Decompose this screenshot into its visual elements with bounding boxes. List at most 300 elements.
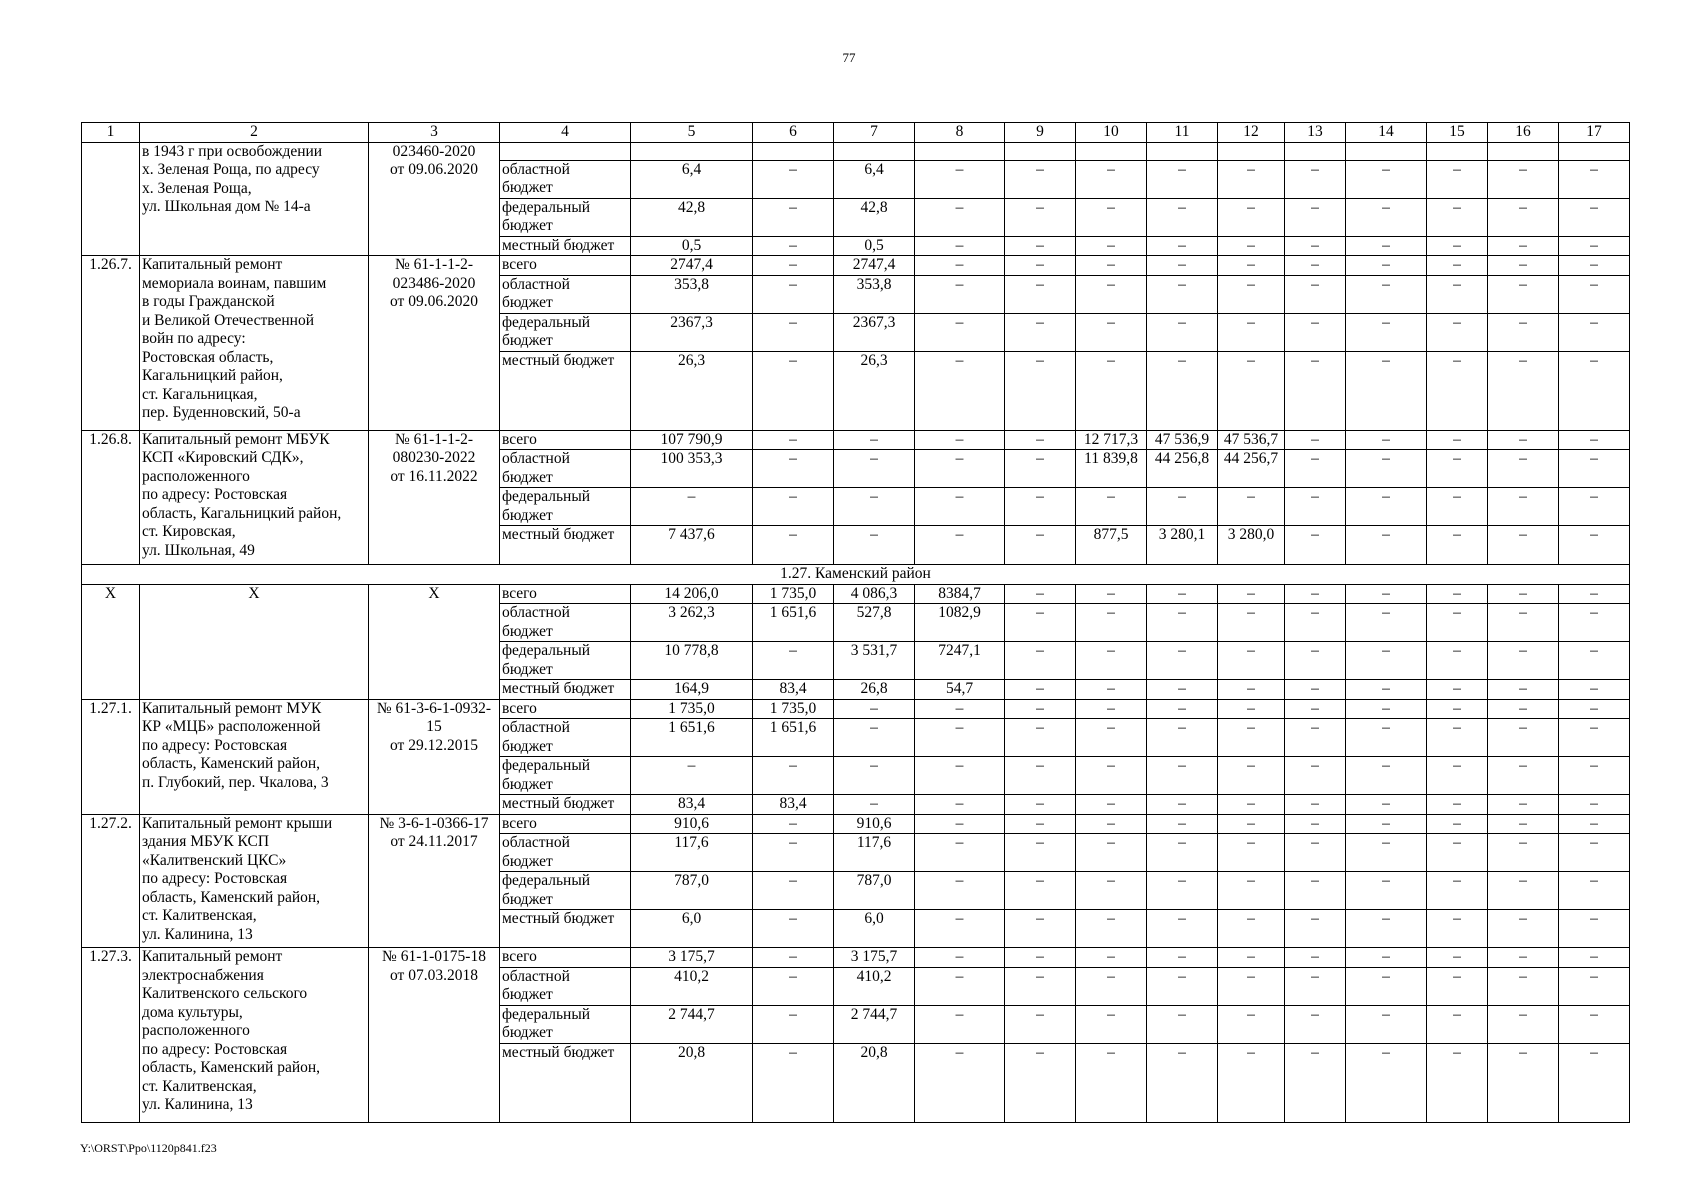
funding-value: – — [1218, 757, 1285, 795]
funding-value: – — [1285, 834, 1346, 872]
funding-value: – — [753, 256, 834, 276]
funding-value — [1559, 142, 1630, 160]
funding-value: – — [1005, 430, 1076, 450]
expertise-document: X — [369, 584, 500, 699]
funding-value: – — [1076, 1043, 1147, 1122]
funding-source — [500, 142, 631, 160]
funding-value: – — [915, 757, 1005, 795]
funding-value: – — [1285, 198, 1346, 236]
funding-value: – — [1488, 967, 1559, 1005]
funding-value: 6,4 — [834, 160, 915, 198]
column-header: 3 — [369, 123, 500, 143]
funding-value: – — [915, 256, 1005, 276]
funding-value: – — [1076, 795, 1147, 815]
funding-value — [1076, 142, 1147, 160]
item-description: Капитальный ремонт МУК КР «МЦБ» расположенной по адресу: Ростовская область, Каменский район, п. Глубокий, пер. Чкалова, 3 — [140, 699, 369, 814]
funding-value: – — [1005, 642, 1076, 680]
funding-value: – — [1559, 430, 1630, 450]
section-title: 1.27. Каменский район — [82, 565, 1630, 585]
funding-value: – — [753, 351, 834, 430]
funding-value: – — [1005, 814, 1076, 834]
funding-value: 2367,3 — [834, 313, 915, 351]
funding-value: – — [1559, 642, 1630, 680]
funding-value: – — [1427, 450, 1488, 488]
funding-value: – — [1285, 967, 1346, 1005]
funding-value: – — [1147, 872, 1218, 910]
funding-value: 3 280,1 — [1147, 526, 1218, 565]
item-number: 1.27.1. — [82, 699, 140, 814]
funding-value: 3 280,0 — [1218, 526, 1285, 565]
funding-value: – — [1559, 1043, 1630, 1122]
funding-value: – — [834, 719, 915, 757]
funding-value: – — [1005, 910, 1076, 948]
funding-value: – — [1218, 275, 1285, 313]
funding-value: – — [1005, 351, 1076, 430]
funding-value: – — [1005, 450, 1076, 488]
funding-value: – — [1488, 450, 1559, 488]
funding-value: – — [1147, 680, 1218, 700]
funding-value: 2747,4 — [834, 256, 915, 276]
funding-source: областной бюджет — [500, 834, 631, 872]
funding-value: – — [753, 642, 834, 680]
item-number: 1.27.2. — [82, 814, 140, 948]
funding-value: – — [753, 430, 834, 450]
funding-value: 787,0 — [834, 872, 915, 910]
funding-value: 100 353,3 — [631, 450, 753, 488]
funding-value: 1 735,0 — [753, 584, 834, 604]
funding-value: 26,8 — [834, 680, 915, 700]
funding-value: 83,4 — [631, 795, 753, 815]
funding-value: – — [1076, 967, 1147, 1005]
column-header: 4 — [500, 123, 631, 143]
column-header: 8 — [915, 123, 1005, 143]
funding-value: – — [915, 275, 1005, 313]
funding-source: областной бюджет — [500, 160, 631, 198]
funding-value: – — [1285, 910, 1346, 948]
funding-value: 2 744,7 — [631, 1005, 753, 1043]
funding-value: – — [1427, 680, 1488, 700]
funding-value: – — [753, 910, 834, 948]
funding-value: – — [1285, 313, 1346, 351]
table-row — [82, 814, 1630, 834]
funding-value: – — [753, 275, 834, 313]
column-header: 2 — [140, 123, 369, 143]
funding-value: – — [1218, 256, 1285, 276]
funding-source: федеральный бюджет — [500, 198, 631, 236]
funding-value: – — [1076, 948, 1147, 968]
funding-value: – — [1147, 1043, 1218, 1122]
funding-value: 164,9 — [631, 680, 753, 700]
funding-value: – — [1427, 198, 1488, 236]
funding-value: 47 536,7 — [1218, 430, 1285, 450]
funding-value: – — [1076, 719, 1147, 757]
funding-value: – — [1346, 757, 1427, 795]
funding-value: 47 536,9 — [1147, 430, 1218, 450]
funding-value: – — [1285, 256, 1346, 276]
funding-value: – — [1005, 526, 1076, 565]
expertise-document: № 61-1-1-2- 080230-2022 от 16.11.2022 — [369, 430, 500, 565]
funding-value: – — [1285, 160, 1346, 198]
funding-value: – — [1346, 910, 1427, 948]
funding-value: – — [1285, 1043, 1346, 1122]
funding-value: 1 735,0 — [631, 699, 753, 719]
funding-value — [1005, 142, 1076, 160]
funding-value: – — [1076, 642, 1147, 680]
funding-value: – — [1076, 236, 1147, 256]
funding-value: – — [753, 967, 834, 1005]
funding-value: – — [1285, 872, 1346, 910]
funding-value: – — [1427, 872, 1488, 910]
funding-value: – — [1559, 872, 1630, 910]
funding-value: 117,6 — [834, 834, 915, 872]
expertise-document: № 61-1-0175-18 от 07.03.2018 — [369, 948, 500, 1123]
funding-value: – — [1147, 1005, 1218, 1043]
funding-value: – — [1427, 1043, 1488, 1122]
funding-value: – — [1005, 275, 1076, 313]
funding-value: 7247,1 — [915, 642, 1005, 680]
funding-value: – — [915, 699, 1005, 719]
funding-value: – — [1559, 948, 1630, 968]
funding-value: 20,8 — [631, 1043, 753, 1122]
funding-source: местный бюджет — [500, 910, 631, 948]
funding-value: – — [1076, 488, 1147, 526]
funding-value: – — [1559, 198, 1630, 236]
funding-value: – — [915, 313, 1005, 351]
funding-value: – — [1488, 795, 1559, 815]
funding-value: – — [1218, 699, 1285, 719]
funding-value: – — [1005, 236, 1076, 256]
funding-value: 1 735,0 — [753, 699, 834, 719]
funding-value: – — [1076, 910, 1147, 948]
section-row — [82, 565, 1630, 585]
funding-value: – — [1488, 719, 1559, 757]
funding-value: – — [915, 834, 1005, 872]
funding-value: – — [1076, 160, 1147, 198]
funding-value: – — [1218, 910, 1285, 948]
funding-value: – — [1346, 604, 1427, 642]
funding-value: – — [1559, 313, 1630, 351]
funding-value: – — [1147, 604, 1218, 642]
funding-value: – — [1427, 948, 1488, 968]
funding-value: – — [834, 488, 915, 526]
funding-value: 20,8 — [834, 1043, 915, 1122]
column-header: 1 — [82, 123, 140, 143]
funding-value: – — [1559, 450, 1630, 488]
funding-value: 26,3 — [834, 351, 915, 430]
funding-value — [1488, 142, 1559, 160]
funding-value: – — [915, 1043, 1005, 1122]
table-row — [82, 699, 1630, 719]
funding-source: местный бюджет — [500, 351, 631, 430]
funding-value: – — [1346, 430, 1427, 450]
funding-value — [1147, 142, 1218, 160]
funding-value: – — [1559, 275, 1630, 313]
funding-value: 0,5 — [631, 236, 753, 256]
funding-value: – — [753, 198, 834, 236]
funding-value: 2367,3 — [631, 313, 753, 351]
funding-value: – — [1147, 642, 1218, 680]
funding-value: 527,8 — [834, 604, 915, 642]
funding-value: – — [1005, 757, 1076, 795]
funding-value: – — [1076, 872, 1147, 910]
funding-value: – — [1559, 488, 1630, 526]
funding-value: 83,4 — [753, 680, 834, 700]
funding-value: – — [1218, 236, 1285, 256]
funding-value: 6,0 — [631, 910, 753, 948]
funding-value: 14 206,0 — [631, 584, 753, 604]
column-header: 7 — [834, 123, 915, 143]
column-header: 5 — [631, 123, 753, 143]
funding-value: – — [1346, 642, 1427, 680]
funding-value: – — [1005, 256, 1076, 276]
funding-value: – — [1147, 488, 1218, 526]
funding-value: 353,8 — [834, 275, 915, 313]
funding-value: – — [1559, 256, 1630, 276]
column-header: 6 — [753, 123, 834, 143]
funding-value: – — [1488, 1043, 1559, 1122]
funding-source: федеральный бюджет — [500, 488, 631, 526]
funding-value: 2747,4 — [631, 256, 753, 276]
funding-value: – — [834, 757, 915, 795]
funding-value: 12 717,3 — [1076, 430, 1147, 450]
funding-source: федеральный бюджет — [500, 313, 631, 351]
funding-value: 44 256,8 — [1147, 450, 1218, 488]
funding-value: – — [1147, 967, 1218, 1005]
funding-value: – — [1218, 814, 1285, 834]
funding-value: – — [1346, 680, 1427, 700]
funding-value: – — [1218, 834, 1285, 872]
funding-value: – — [1218, 1005, 1285, 1043]
funding-value: 3 531,7 — [834, 642, 915, 680]
funding-value: – — [1488, 757, 1559, 795]
funding-value: – — [1076, 584, 1147, 604]
funding-value: – — [1427, 488, 1488, 526]
funding-value: – — [1147, 351, 1218, 430]
funding-value: – — [1488, 814, 1559, 834]
funding-value: – — [1488, 351, 1559, 430]
funding-value: – — [1147, 834, 1218, 872]
funding-value: – — [1147, 160, 1218, 198]
funding-source: всего — [500, 814, 631, 834]
funding-value: – — [1346, 351, 1427, 430]
funding-value: – — [1147, 275, 1218, 313]
funding-source: местный бюджет — [500, 526, 631, 565]
funding-value: – — [915, 719, 1005, 757]
funding-value: – — [1076, 275, 1147, 313]
funding-value: – — [834, 450, 915, 488]
funding-value: – — [1559, 814, 1630, 834]
funding-source: федеральный бюджет — [500, 1005, 631, 1043]
funding-value: – — [1147, 198, 1218, 236]
funding-value: – — [1488, 584, 1559, 604]
funding-value: – — [1076, 834, 1147, 872]
funding-value: 2 744,7 — [834, 1005, 915, 1043]
funding-value: – — [1346, 834, 1427, 872]
funding-value: – — [1005, 1005, 1076, 1043]
funding-value: – — [1427, 351, 1488, 430]
funding-value: – — [1488, 256, 1559, 276]
funding-value: 0,5 — [834, 236, 915, 256]
funding-value: – — [753, 526, 834, 565]
funding-value — [1346, 142, 1427, 160]
funding-value: – — [834, 526, 915, 565]
funding-value: – — [1076, 680, 1147, 700]
funding-value: – — [1147, 699, 1218, 719]
column-header: 14 — [1346, 123, 1427, 143]
funding-value: – — [1285, 1005, 1346, 1043]
funding-value: – — [1285, 236, 1346, 256]
funding-value: – — [915, 526, 1005, 565]
funding-value: – — [1488, 699, 1559, 719]
funding-value: – — [915, 450, 1005, 488]
funding-value: – — [1005, 604, 1076, 642]
funding-source: всего — [500, 948, 631, 968]
funding-source: местный бюджет — [500, 795, 631, 815]
funding-value: – — [1147, 313, 1218, 351]
funding-value: – — [753, 814, 834, 834]
column-header: 9 — [1005, 123, 1076, 143]
item-number: 1.26.7. — [82, 256, 140, 431]
funding-value: – — [1285, 604, 1346, 642]
funding-value: 107 790,9 — [631, 430, 753, 450]
funding-value: – — [1559, 1005, 1630, 1043]
funding-value: – — [915, 488, 1005, 526]
column-header: 11 — [1147, 123, 1218, 143]
funding-value: – — [1427, 699, 1488, 719]
table-row — [82, 584, 1630, 604]
funding-source: областной бюджет — [500, 450, 631, 488]
funding-value: – — [915, 430, 1005, 450]
funding-value: 1 651,6 — [753, 719, 834, 757]
funding-value: – — [1218, 488, 1285, 526]
funding-value: – — [1346, 275, 1427, 313]
funding-value: 54,7 — [915, 680, 1005, 700]
funding-value: – — [1076, 313, 1147, 351]
item-number — [82, 142, 140, 256]
funding-value: 8384,7 — [915, 584, 1005, 604]
funding-value: – — [1559, 795, 1630, 815]
funding-value: – — [1005, 967, 1076, 1005]
table-row — [82, 948, 1630, 968]
funding-value: – — [753, 1043, 834, 1122]
funding-source: областной бюджет — [500, 967, 631, 1005]
funding-value: – — [915, 1005, 1005, 1043]
funding-value: – — [1285, 351, 1346, 430]
funding-value: – — [1005, 834, 1076, 872]
funding-value: – — [1559, 236, 1630, 256]
funding-value: – — [1427, 275, 1488, 313]
funding-value: 83,4 — [753, 795, 834, 815]
funding-value: – — [1285, 450, 1346, 488]
table-row — [82, 256, 1630, 276]
funding-value: 910,6 — [631, 814, 753, 834]
item-number: X — [82, 584, 140, 699]
expertise-document: № 61-3-6-1-0932- 15 от 29.12.2015 — [369, 699, 500, 814]
funding-value: – — [1427, 256, 1488, 276]
funding-value: – — [1285, 584, 1346, 604]
funding-value: – — [1346, 488, 1427, 526]
funding-value: 42,8 — [631, 198, 753, 236]
funding-value: – — [1488, 526, 1559, 565]
funding-value: – — [1285, 430, 1346, 450]
funding-value: 787,0 — [631, 872, 753, 910]
funding-value: – — [1218, 795, 1285, 815]
funding-value: – — [1005, 160, 1076, 198]
funding-value: 7 437,6 — [631, 526, 753, 565]
funding-value: 3 175,7 — [631, 948, 753, 968]
funding-value: – — [1427, 814, 1488, 834]
header-row — [82, 123, 1630, 143]
funding-value: – — [915, 198, 1005, 236]
funding-value: 1 651,6 — [753, 604, 834, 642]
funding-source: федеральный бюджет — [500, 872, 631, 910]
funding-value: 6,0 — [834, 910, 915, 948]
funding-value: – — [1076, 699, 1147, 719]
budget-table — [81, 122, 1630, 1123]
funding-value: – — [915, 910, 1005, 948]
funding-value: – — [1346, 795, 1427, 815]
funding-value: – — [1346, 948, 1427, 968]
funding-value — [753, 142, 834, 160]
funding-value: – — [1559, 967, 1630, 1005]
funding-value: 26,3 — [631, 351, 753, 430]
funding-value: – — [1005, 719, 1076, 757]
column-header: 12 — [1218, 123, 1285, 143]
funding-value: – — [1147, 236, 1218, 256]
funding-value: – — [915, 160, 1005, 198]
funding-value: – — [1488, 313, 1559, 351]
funding-value: 117,6 — [631, 834, 753, 872]
funding-value — [1427, 142, 1488, 160]
funding-value: – — [1285, 699, 1346, 719]
funding-source: всего — [500, 430, 631, 450]
funding-value: – — [1427, 967, 1488, 1005]
funding-value: 10 778,8 — [631, 642, 753, 680]
expertise-document: 023460-2020 от 09.06.2020 — [369, 142, 500, 256]
funding-value: – — [1488, 160, 1559, 198]
funding-value: – — [1427, 1005, 1488, 1043]
funding-value: – — [1218, 1043, 1285, 1122]
funding-value: – — [1346, 160, 1427, 198]
funding-value: – — [1488, 948, 1559, 968]
funding-value: – — [1285, 948, 1346, 968]
funding-value: – — [1488, 488, 1559, 526]
funding-value: – — [1427, 160, 1488, 198]
column-header: 10 — [1076, 123, 1147, 143]
funding-value: 11 839,8 — [1076, 450, 1147, 488]
funding-value: – — [1427, 757, 1488, 795]
funding-value: – — [1285, 814, 1346, 834]
funding-value: 410,2 — [631, 967, 753, 1005]
funding-value: – — [753, 757, 834, 795]
funding-value — [834, 142, 915, 160]
funding-value: – — [1076, 351, 1147, 430]
funding-value: – — [1346, 236, 1427, 256]
file-path-footer: Y:\ORST\Ppo\1120p841.f23 — [80, 1141, 217, 1155]
funding-value: – — [1076, 1005, 1147, 1043]
funding-value: – — [1488, 1005, 1559, 1043]
funding-value: – — [1427, 910, 1488, 948]
item-description: X — [140, 584, 369, 699]
funding-value: – — [1218, 604, 1285, 642]
funding-value: – — [1427, 430, 1488, 450]
item-description: в 1943 г при освобождении х. Зеленая Роща, по адресу х. Зеленая Роща, ул. Школьная дом № 14-а — [140, 142, 369, 256]
funding-value: – — [1559, 526, 1630, 565]
table-row — [82, 142, 1630, 160]
funding-value — [631, 142, 753, 160]
funding-value: – — [1005, 1043, 1076, 1122]
funding-value: – — [1488, 275, 1559, 313]
